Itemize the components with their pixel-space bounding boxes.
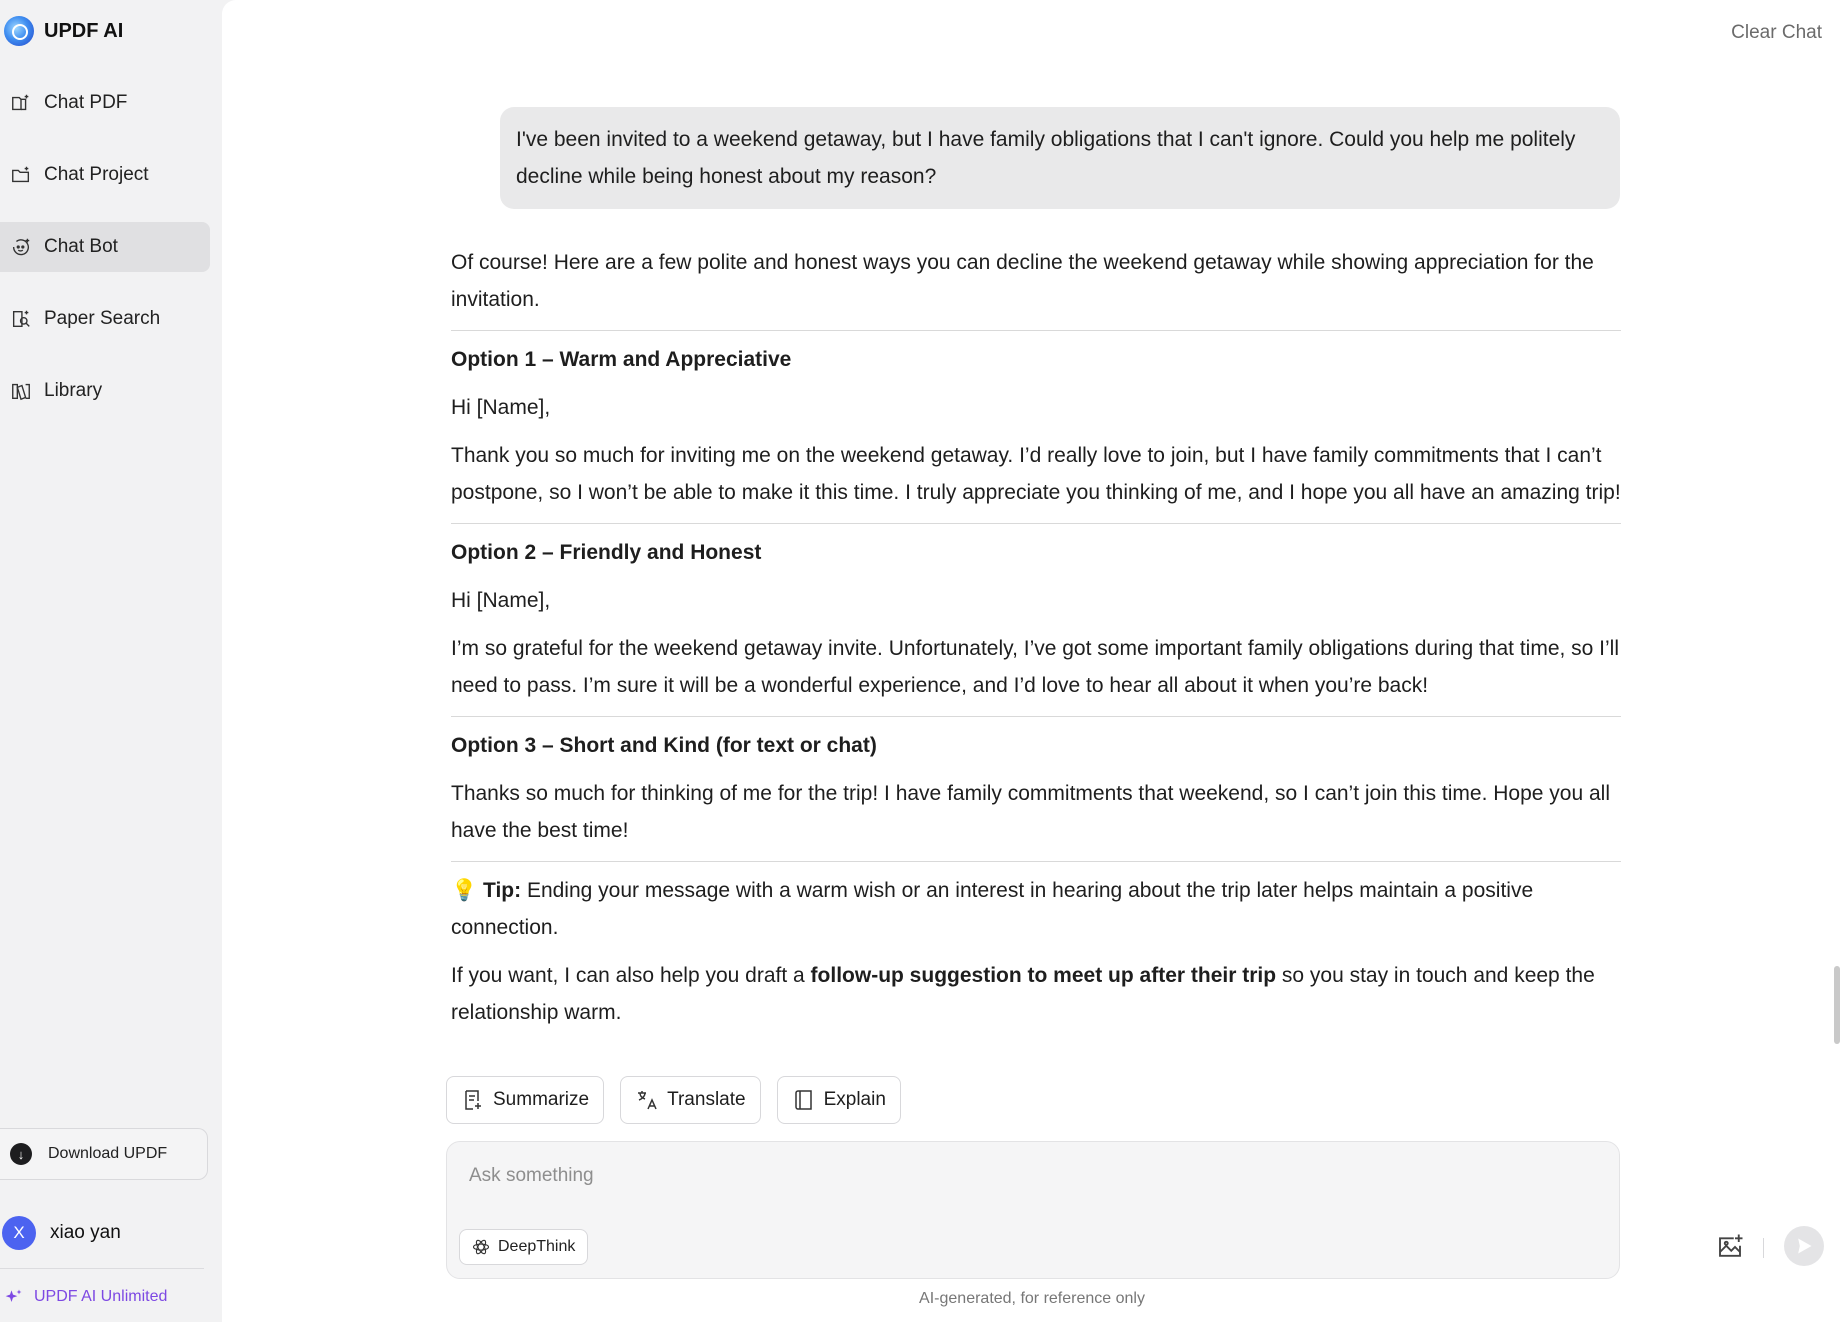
sidebar-item-chat-pdf[interactable] [0,78,210,128]
scrollbar[interactable] [1834,966,1840,1044]
answer-intro: Of course! Here are a few polite and honest ways you can decline the weekend getaway while showing appreciation for the invitation. [451,251,1594,311]
summarize-button[interactable] [446,1076,604,1124]
paper-search-icon [10,308,32,330]
plan-link[interactable] [4,1287,167,1307]
download-label: Download UPDF [48,1145,168,1162]
deepthink-label: DeepThink [498,1238,576,1255]
image-plus-icon [1715,1232,1745,1262]
option-body: I’m so grateful for the weekend getaway invite. Unfortunately, I’ve got some important family obligations during that time, so I’ll need to pass. I’m sure it will be a wonderful experience, and I’d love to hear all about it when you’re back! [451,637,1620,697]
lightbulb-icon: 💡 [451,879,478,902]
plan-label: UPDF AI Unlimited [34,1288,168,1305]
chat-project-icon [10,164,32,186]
explain-button[interactable] [777,1076,901,1124]
option-greeting: Hi [Name], [451,589,551,612]
book-icon [792,1088,816,1112]
tip-paragraph [451,872,1621,946]
option-title: Option 2 – Friendly and Honest [451,541,762,564]
send-icon [1794,1236,1814,1256]
image-upload-button[interactable] [1715,1232,1745,1262]
explain-label: Explain [823,1089,886,1110]
translate-icon [635,1088,659,1112]
composer-separator [1763,1238,1764,1258]
clear-chat-button[interactable]: Clear Chat [1731,22,1822,43]
sidebar-item-chat-project[interactable] [0,150,210,200]
translate-label: Translate [667,1089,746,1110]
library-icon [10,380,32,402]
option-body: Thanks so much for thinking of me for the trip! I have family commitments that weekend, so I can’t join this time. Hope you all have the best time! [451,782,1611,842]
divider [451,716,1621,717]
chat-pdf-icon [10,92,32,114]
ask-input[interactable] [467,1164,1371,1188]
chat-bot-icon [10,236,32,258]
brand[interactable] [4,16,123,46]
sidebar-item-chat-bot[interactable] [0,222,210,272]
option-body: Thank you so much for inviting me on the weekend getaway. I’d really love to join, but I have family commitments that I can’t postpone, so I won’t be able to make it this time. I truly appreciate you thinking of me, and I hope you all have an amazing trip! [451,444,1621,504]
assistant-message [451,244,1621,1052]
atom-icon [472,1238,490,1256]
send-button[interactable] [1784,1226,1824,1266]
updf-logo-icon [4,16,34,46]
app-name: UPDF AI [44,19,124,42]
followup-post: so you stay in touch and keep the relationship warm. [451,964,1595,1024]
sidebar-item-label: Library [44,380,103,401]
sidebar-item-label: Paper Search [44,308,161,329]
followup-pre: If you want, I can also help you draft a [451,964,811,987]
option-title: Option 3 – Short and Kind (for text or chat) [451,734,877,757]
disclaimer: AI-generated, for reference only [919,1290,1145,1307]
tip-label: Tip: [483,879,522,902]
sidebar-item-library[interactable] [0,366,210,416]
sidebar-item-label: Chat PDF [44,92,128,113]
sidebar-item-label: Chat Project [44,164,149,185]
user-profile[interactable] [2,1216,121,1250]
avatar: X [2,1216,36,1250]
translate-button[interactable] [620,1076,761,1124]
sidebar-nav [0,78,210,438]
quick-actions [446,1076,901,1124]
sidebar-divider [0,1268,204,1269]
followup-bold: follow-up suggestion to meet up after their trip [810,964,1277,987]
chat-panel [222,0,1842,1322]
divider [451,523,1621,524]
divider [451,330,1621,331]
option-greeting: Hi [Name], [451,396,551,419]
deepthink-toggle[interactable] [459,1229,588,1265]
sidebar [0,0,222,1322]
sparkle-icon [4,1287,24,1307]
sidebar-item-paper-search[interactable] [0,294,210,344]
divider [451,861,1621,862]
followup-paragraph [451,957,1621,1031]
user-message: I've been invited to a weekend getaway, but I have family obligations that I can't ignore. Could you help me politely decline while being honest about my reason? [500,107,1620,209]
tip-text: Ending your message with a warm wish or an interest in hearing about the trip later helps maintain a positive connection. [451,879,1534,939]
option-title: Option 1 – Warm and Appreciative [451,348,792,371]
summarize-label: Summarize [493,1089,590,1110]
download-icon: ↓ [10,1143,32,1165]
composer [446,1141,1620,1279]
download-updf-button[interactable] [0,1128,208,1180]
sidebar-item-label: Chat Bot [44,236,118,257]
summarize-icon [461,1088,485,1112]
user-name: xiao yan [50,1222,121,1243]
